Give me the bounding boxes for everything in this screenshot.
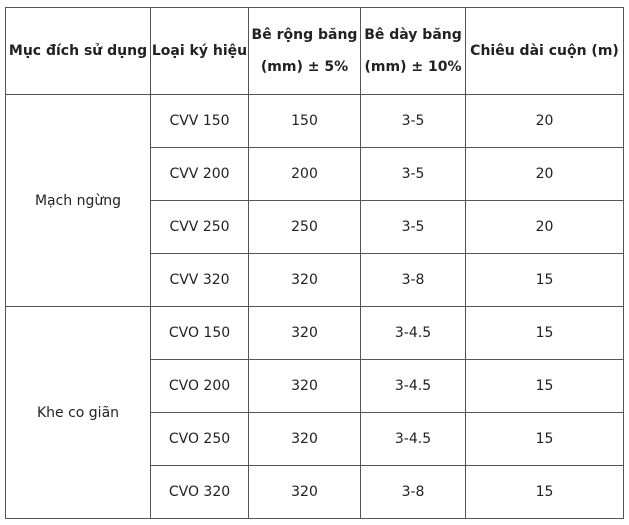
width-cell: 320 [249, 413, 361, 466]
thickness-cell: 3-5 [361, 95, 466, 148]
thickness-cell: 3-4.5 [361, 413, 466, 466]
length-cell: 15 [466, 307, 624, 360]
header-thickness: Bê dày băng (mm) ± 10% [361, 8, 466, 95]
thickness-cell: 3-5 [361, 148, 466, 201]
spec-table [5, 7, 624, 519]
width-cell: 200 [249, 148, 361, 201]
length-cell: 20 [466, 95, 624, 148]
code-cell: CVV 250 [151, 201, 249, 254]
code-cell: CVO 320 [151, 466, 249, 519]
width-cell: 320 [249, 254, 361, 307]
header-row [6, 8, 624, 95]
header-purpose: Mục đích sử dụng [6, 8, 151, 95]
thickness-cell: 3-4.5 [361, 307, 466, 360]
code-cell: CVO 200 [151, 360, 249, 413]
length-cell: 15 [466, 254, 624, 307]
width-cell: 320 [249, 466, 361, 519]
width-cell: 150 [249, 95, 361, 148]
header-length: Chiêu dài cuộn (m) [466, 8, 624, 95]
header-code: Loại ký hiệu [151, 8, 249, 95]
code-cell: CVV 320 [151, 254, 249, 307]
code-cell: CVO 150 [151, 307, 249, 360]
header-width: Bê rộng băng (mm) ± 5% [249, 8, 361, 95]
table-row [6, 307, 624, 360]
thickness-cell: 3-8 [361, 466, 466, 519]
thickness-cell: 3-5 [361, 201, 466, 254]
length-cell: 15 [466, 360, 624, 413]
code-cell: CVV 200 [151, 148, 249, 201]
thickness-cell: 3-8 [361, 254, 466, 307]
group-purpose-cell: Khe co giãn [6, 307, 151, 519]
thickness-cell: 3-4.5 [361, 360, 466, 413]
length-cell: 15 [466, 413, 624, 466]
length-cell: 15 [466, 466, 624, 519]
length-cell: 20 [466, 201, 624, 254]
table-row [6, 95, 624, 148]
width-cell: 320 [249, 360, 361, 413]
length-cell: 20 [466, 148, 624, 201]
code-cell: CVV 150 [151, 95, 249, 148]
group-purpose-cell: Mạch ngừng [6, 95, 151, 307]
code-cell: CVO 250 [151, 413, 249, 466]
width-cell: 320 [249, 307, 361, 360]
width-cell: 250 [249, 201, 361, 254]
